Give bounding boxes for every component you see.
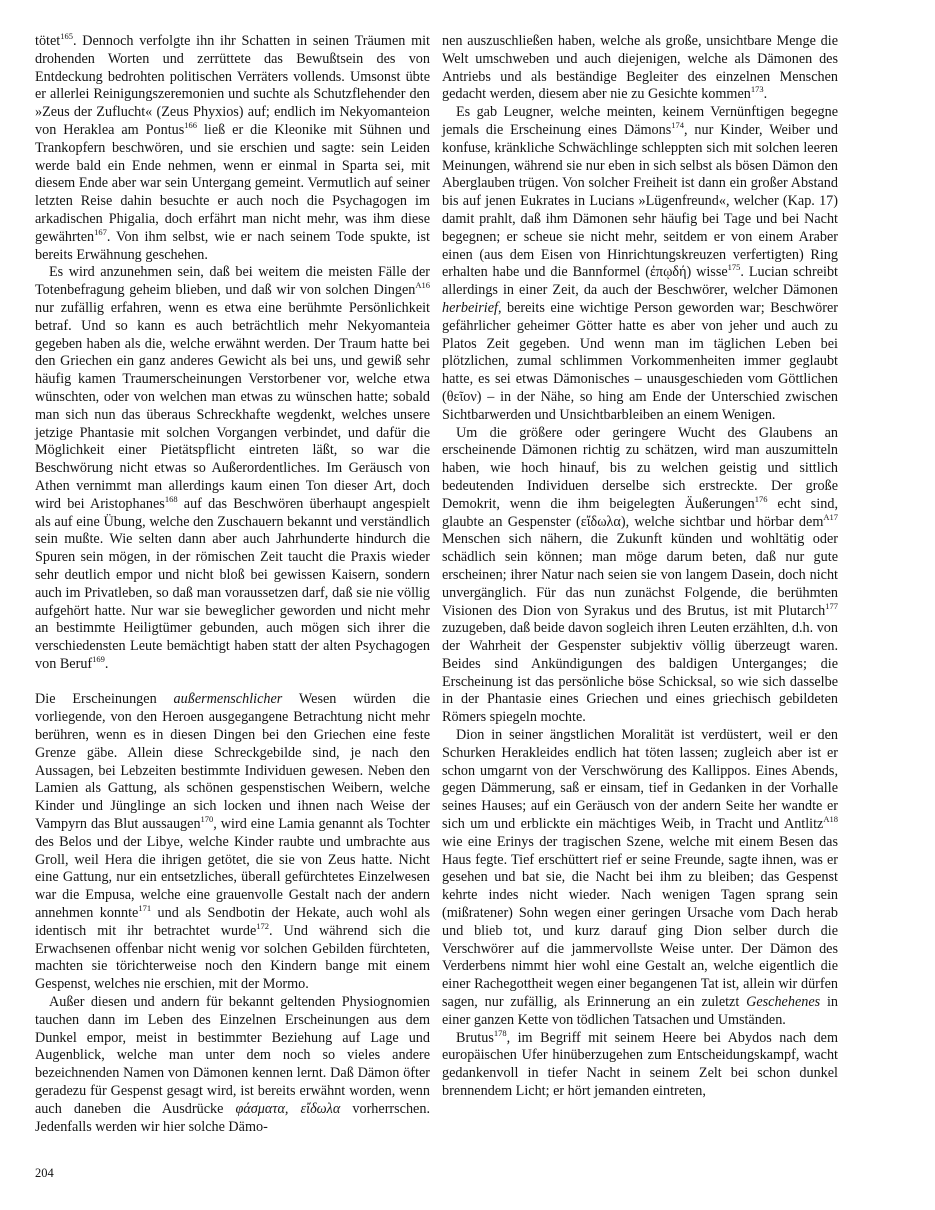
text-run: , wird eine Lamia genannt als Tochter des Belos und der Libye, welche Kinder raubte und umbrachte aus Groll, weil Hera die ihrigen getötet, die sie von Zeus hatte. Nicht eine Gattung, nur ein entsetzliches, überall gefürchtetes Einzelwesen war die Empusa, welche eine grauenvolle Gestalt nach der andern annehmen konnte (35, 816, 430, 922)
footnote-ref: 167 (94, 226, 107, 237)
text-run: , nur Kinder, Weiber und konfuse, kränkliche Schwächlinge schleppten sich mit solchen leeren Meinungen, während sie nur eben in sich selbst als bösen Dämon den Aberglauben trügen. Von solcher Freiheit ist dann ein großer Abstand bis auf jenen Eukrates in Lucians »Lügenfreund«, welcher (Kap. 17) damit prahlt, daß ihm Dämonen sehr häufig bei Tage und bei Nacht begegnen; er scheue sie nicht mehr, seitdem er von einem Araber einen (aus dem Eisen von Hinrichtungskreuzen verfertigten) Ring erhalten habe und die Bannformel (ἐπῳδή) wisse (442, 121, 838, 281)
text-run: echt sind, glaubte an Gespenster (εἴδωλα), welche sichtbar und hörbar dem (442, 495, 838, 530)
text-run: . Lucian schreibt allerdings in einer Zeit, da auch der Beschwörer, welcher Dämonen (442, 264, 838, 299)
paragraph (442, 425, 838, 728)
emphasis: herbeirief (442, 299, 498, 316)
text-run: wie eine Erinys der tragischen Szene, welche mit einem Besen das Haus fegte. Tief erschüttert rief er seine Freunde, sagte ihnen, was er gesehen und bat sie, die Nacht bei ihm zu bleiben; das Gespenst kehrte indes nicht wieder. Nach wenigen Tagen sprang sein (mißratener) Sohn wegen einer geringen Ursache vom Dach herab und blieb tot, und kurz darauf ging Dion selber durch die Verschwörer auf die jammervollste Weise unter. Der Dämon des Verderbens nimmt hier wohl eine Gestalt an, welche eigentlich die einer Rachegottheit wegen einer begangenen Tat ist, allein wir dürfen sagen, nur zufällig, als Erinnerung an ein zuletzt (442, 833, 838, 1011)
text-run: vorherrschen. Jedenfalls werden wir hier solche Dämo- (35, 1100, 430, 1135)
paragraph (35, 33, 430, 264)
text-run: , bereits eine wichtige Person geworden war; Beschwörer gefährlicher geheimer Götter hatte es aber von jeher und auch zu Platos Zeit gegeben. Und wenn man im täglichen Leben bei plötzlichen, zumal schlimmen Vorkommenheiten immer geglaubt hatte, es sei etwas Dämonisches – unausgeschieden vom Göttlichen (θεῖον) – in der Nähe, so hing am Ende der Unterschied zwischen Sichtbarwerden und Unsichtbarbleiben an einem Wenigen. (442, 299, 838, 423)
footnote-ref: 169 (92, 653, 105, 664)
right-column (442, 33, 838, 1101)
text-run: Dion in seiner ängstlichen Moralität ist verdüstert, weil er den Schurken Herakleides endlich hat töten lassen; zugleich aber ist er schon umgarnt von der Verschwörung des Kallippos. Eines Abends, gegen Dämmerung, saß er einsam, tief in Gedanken in der Vorhalle seines Hauses; auf ein Geräusch von der andern Seite her wandte er sich um und erblickte ein mächtiges Weib, in Tracht und Antlitz (442, 727, 838, 833)
text-run: in einer ganzen Kette von tödlichen Tatsachen und Umständen. (442, 994, 838, 1028)
paragraph (35, 994, 430, 1136)
text-run: Die Erscheinungen (35, 691, 174, 708)
text-run: Um die größere oder geringere Wucht des Glaubens an erscheinende Dämonen richtig zu schätzen, wird man auszumitteln haben, wie hoch hinauf, bis zu welchen geistig und sittlich bedeutenden Individuen derselbe sich erstreckte. Der große Demokrit, wenn die ihm beigelegten Äußerungen (442, 424, 838, 512)
text-run: und als Sendbotin der Hekate, auch wohl als identisch mit ihr betrachtet wurde (35, 905, 430, 939)
footnote-ref: 174 (671, 119, 684, 130)
text-run: . Dennoch verfolgte ihn ihr Schatten in seinen Träumen mit drohenden Worten und zerrüttete das Bewußtsein des von Entdeckung bedrohten politischen Verräters vollends. Umsonst übte er allerlei Reinigungszeremonien und suchte als Schutzflehender den »Zeus der Zuflucht« (Zeus Phyxios) auf; endlich im Nekyomanteion von Heraklea am Pontus (35, 33, 430, 138)
text-run: Es gab Leugner, welche meinten, keinem Vernünftigen begegne jemals die Erscheinung eines Dämons (442, 104, 838, 138)
text-run: auf das Beschwören überhaupt angespielt als auf eine Übung, welche den Zuschauern bekannt und verständlich sein mußte. Wie selten dann aber auch Jahrhunderte hindurch die Spuren sein mögen, in der römischen Zeit taucht die Praxis wieder sehr deutlich empor und nicht bloß bei gewissen Kaisern, sondern auch im Privatleben, so daß man voraussetzen darf, daß sie nie völlig aufgehört hatte. Nur war sie beweglicher geworden und nicht mehr an bestimmte Heiligtümer gebunden, auch mögen sich ihrer die verschiedensten Leute bemächtigt haben statt der alten Psychagogen von Beruf (35, 495, 430, 672)
text-run: Es wird anzunehmen sein, daß bei weitem die meisten Fälle der Totenbefragung geheim blieben, und daß wir von solchen Dingen (35, 264, 430, 299)
paragraph (442, 104, 838, 424)
footnote-ref: 178 (493, 1027, 507, 1038)
footnote-ref: 177 (825, 600, 838, 611)
paragraph (35, 264, 430, 673)
footnote-ref: A18 (823, 814, 838, 825)
footnote-ref: 172 (256, 920, 270, 931)
text-run: . Und während sich die Erwachsenen offenbar nicht wenig vor solchen Gebilden fürchteten, machten sie törichterweise noch den Kindern bange mit einem Gespenst, welches nie erschien, mit der Mormo. (35, 922, 430, 993)
footnote-ref: 175 (727, 262, 741, 273)
footnote-ref: A17 (823, 511, 838, 522)
emphasis: außermenschlicher (173, 691, 283, 708)
text-run: , im Begriff mit seinem Heere bei Abydos nach dem europäischen Ufer hinüberzugehen zum Entscheidungskampf, wacht gedankenvoll in tiefer Nacht in seinem Zelt bei schon dunkel brennendem Licht; er hört jemanden eintreten, (442, 1029, 838, 1100)
footnote-ref: 165 (60, 31, 73, 41)
paragraph (442, 33, 838, 104)
text-run: ließ er die Kleonike mit Sühnen und Trankopfern beschwören, und sie erschien und sagte: sein Leiden werde bald ein Ende nehmen, wenn er einmal in Sparta sei, mit diesem Ende aber war sein Untergang gemeint. Vermutlich auf seiner letzten Reise dahin besuchte er auch noch die Psychagogen im arkadischen Phigalia, doch erfährt man nicht mehr, was ihm diese gewährten (35, 121, 430, 245)
paragraph (35, 691, 430, 994)
emphasis: φάσματα, εἴδωλα (235, 1100, 341, 1117)
text-run: Wesen würden die vorliegende, von den Heroen ausgegangene Betrachtung nicht mehr berühren, wenn es in diesen Dingen bei den Griechen eine feste Grenze gäbe. Allein diese Schreckgebilde sind, je nach den Aussagen, bei Lebzeiten bestimmte Individuen gewesen. Neben den Lamien als Gattung, als schönen gespenstischen Weibern, welche Kinder und Jünglinge an sich locken und ihnen nach Weise der Vampyrn das Blut aussaugen (35, 691, 431, 833)
text-run: . (104, 655, 109, 672)
text-run: zuzugeben, daß beide davon sogleich ihren Leuten erzählten, d.h. von der Wahrheit der Gespenster subjektiv völlig überzeugt waren. Beides sind Ankündigungen des baldigen Unterganges; die Erscheinung ist das persönliche böse Schicksal, so wie sich dasselbe in der Phantasie eines Griechen und eines griechisch gebildeten Römers spiegeln mochte. (442, 620, 838, 726)
text-run: tötet (35, 33, 61, 49)
paragraph (442, 727, 838, 1030)
left-column (35, 33, 430, 1136)
footnote-ref: 176 (754, 493, 768, 504)
text-run: . Von ihm selbst, wie er nach seinem Tode spukte, ist bereits Erwähnung geschehen. (35, 228, 430, 263)
paragraph (442, 1027, 838, 1101)
text-run: . (763, 86, 768, 103)
footnote-ref: 173 (750, 84, 764, 95)
text-run: nur zufällig erfahren, wenn es etwa eine berühmte Persönlichkeit betraf. Und so kann es auch beträchtlich mehr Nekyomanteia gegeben haben als die, welche erwähnt werden. Der Traum hatte bei den Griechen ein ganz anderes Gewicht als bei uns, und gewiß sehr häufig kamen Traumerscheinungen Verstorbener vor, welche etwa wünschten, oder von welchen man etwas zu wünschen hatte; sobald man sich nun das überaus Schreckhafte wegdenkt, welches unsere jetzige Phantasie mit solchen Vorgangen verbindet, und dafür die Möglichkeit einer Pietätspflicht eintreten läßt, so war die Beschwörung nicht etwas so Außerordentliches. Im Geräusch von Athen vernimmt man allerdings kaum einen Ton dieser Art, doch wird bei Aristophanes (35, 299, 430, 512)
footnote-ref: 166 (184, 119, 198, 130)
footnote-ref: 170 (200, 814, 214, 825)
text-run: Außer diesen und andern für bekannt geltenden Physiognomien tauchen dann im Leben des Einzelnen Erscheinungen aus dem Dunkel empor, meist in bestimmter Beziehung auf Lage und Augenblick, welche man unter dem noch so vieles andere bezeichnenden Namen von Dämonen kennen lernt. Daß Dämon öfter geradezu für Gespenst gesagt wird, ist bereits erwähnt worden, wenn auch daneben die Ausdrücke (35, 994, 430, 1117)
footnote-ref: 171 (138, 903, 152, 914)
footnote-ref: 168 (164, 493, 178, 504)
text-run: nen auszuschließen haben, welche als große, unsichtbare Menge die Welt umschweben und auch diejenigen, welche als Dämonen des Antriebs und als beständige Begleiter des einzelnen Menschen gedacht werden, diesem aber nie zu Gesichte kommen (442, 33, 838, 103)
text-run: Brutus (456, 1029, 494, 1046)
page-number: 204 (35, 1166, 54, 1180)
emphasis: Geschehenes (746, 994, 821, 1011)
text-run: Menschen sich nähern, die Zukunft künden und wohltätig oder schädlich sein können; man möge darum beten, daß nur gute erscheinen; ihrer Natur nach seien sie von langem Dasein, doch nicht unvergänglich. Für das nun zunächst Folgende, die berühmten Visionen des Dion von Syrakus und des Brutus, ist mit Plutarch (442, 531, 838, 619)
footnote-ref: A16 (415, 280, 430, 291)
